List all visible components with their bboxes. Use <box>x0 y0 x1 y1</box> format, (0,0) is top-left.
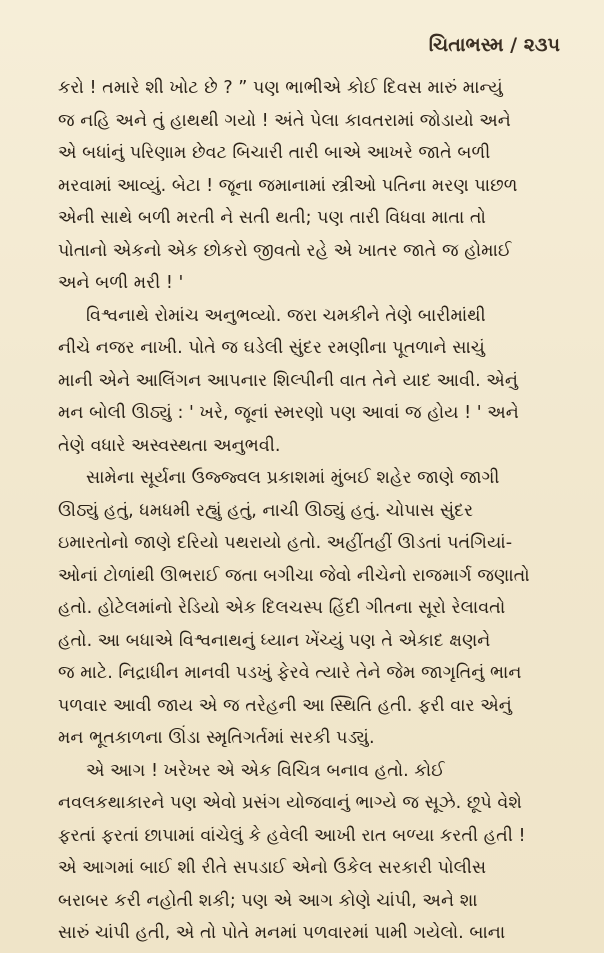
text-line: બરાબર કરી નહોતી શકી; પણ એ આગ કોણે ચાંપી, અને શા <box>58 890 478 911</box>
text-line: કરો ! તમારે શી ખોટ છે ? ” પણ ભાભીએ કોઈ દિવસ મારું માન્યું <box>58 78 503 98</box>
running-head: ચિતાભસ્મ / ૨૩૫ <box>428 34 560 56</box>
text-line: ઓનાં ટોળાંથી ઊભરાઈ જતા બગીચા જેવો નીચેનો રાજમાર્ગ જણાતો <box>58 565 530 586</box>
text-line: મરવામાં આવ્યું. બેટા ! જૂના જમાનામાં સ્ત્રીઓ પતિના મરણ પાછળ <box>58 175 518 196</box>
paragraph-2 <box>58 300 560 463</box>
text-line: અને બળી મરી ! ' <box>58 273 184 293</box>
text-line: સામેના સૂર્યના ઉજ્જ્વલ પ્રકાશમાં મુંબઈ શહેર જાણે જાગી <box>86 468 500 488</box>
text-line: તેણે વધારે અસ્વસ્થતા અનુભવી. <box>58 435 281 456</box>
text-line: હતો. હોટેલમાંનો રેડિયો એક દિલચસ્પ હિંદી ગીતના સૂરો રેલાવતો <box>58 598 506 618</box>
paragraph-1 <box>58 72 560 300</box>
text-line: ફરતાં ફરતાં છાપામાં વાંચેલું કે હવેલી આખી રાત બળ્યા કરતી હતી ! <box>58 825 526 846</box>
text-line: ઇમારતોનો જાણે દરિયો પથરાયો હતો. અહીંતહીં ઊડતાં પતંગિયાં- <box>58 533 513 553</box>
text-line: જ માટે. નિદ્રાધીન માનવી પડખું ફેરવે ત્યારે તેને જેમ જાગૃતિનું ભાન <box>58 663 522 683</box>
paragraph-4 <box>58 755 560 950</box>
text-line: એ આગ ! ખરેખર એ એક વિચિત્ર બનાવ હતો. કોઈ <box>86 760 445 781</box>
text-line: જ નહિ અને તું હાથથી ગયો ! અંતે પેલા કાવતરામાં જોડાયો અને <box>58 110 511 131</box>
text-line: નવલકથાકારને પણ એવો પ્રસંગ યોજવાનું ભાગ્યે જ સૂઝે. છૂપે વેશે <box>58 793 522 813</box>
text-line: હતો. આ બધાએ વિશ્વનાથનું ધ્યાન ખેંચ્યું પણ તે એકાદ ક્ષણને <box>58 630 491 651</box>
text-line: ઊઠ્યું હતું, ધમધમી રહ્યું હતું, નાચી ઊઠ્યું હતું. ચોપાસ સુંદર <box>58 500 474 521</box>
text-line: વિશ્વનાથે રોમાંચ અનુભવ્યો. જરા ચમકીને તેણે બારીમાંથી <box>86 305 486 326</box>
text-line: એની સાથે બળી મરતી ને સતી થતી; પણ તારી વિધવા માતા તો <box>58 208 486 228</box>
text-line: પોતાનો એકનો એક છોકરો જીવતો રહે એ ખાતર જાતે જ હોમાઈ <box>58 240 512 261</box>
text-line: એ આગમાં બાઈ શી રીતે સપડાઈ એનો ઉકેલ સરકારી પોલીસ <box>58 858 487 878</box>
text-line: સારું ચાંપી હતી, એ તો પોતે મનમાં પળવારમાં પામી ગયેલો. બાના <box>58 923 506 943</box>
text-line: એ બધાંનું પરિણામ છેવટ બિચારી તારી બાએ આખરે જાતે બળી <box>58 143 491 163</box>
text-line: નીચે નજર નાખી. પોતે જ ઘડેલી સુંદર રમણીના પૂતળાને સાચું <box>58 338 485 358</box>
text-line: માની એને આલિંગન આપનાર શિલ્પીની વાત તેને યાદ આવી. એનું <box>58 370 518 391</box>
text-line: મન ભૂતકાળના ઊંડા સ્મૃતિગર્તમાં સરકી પડ્યું. <box>58 728 375 748</box>
text-line: મન બોલી ઊઠ્યું : ' ખરે, જૂનાં સ્મરણો પણ આવાં જ હોય ! ' અને <box>58 403 519 423</box>
paragraph-3 <box>58 462 560 755</box>
text-line: પળવાર આવી જાય એ જ તરેહની આ સ્થિતિ હતી. ફરી વાર એનું <box>58 695 512 716</box>
